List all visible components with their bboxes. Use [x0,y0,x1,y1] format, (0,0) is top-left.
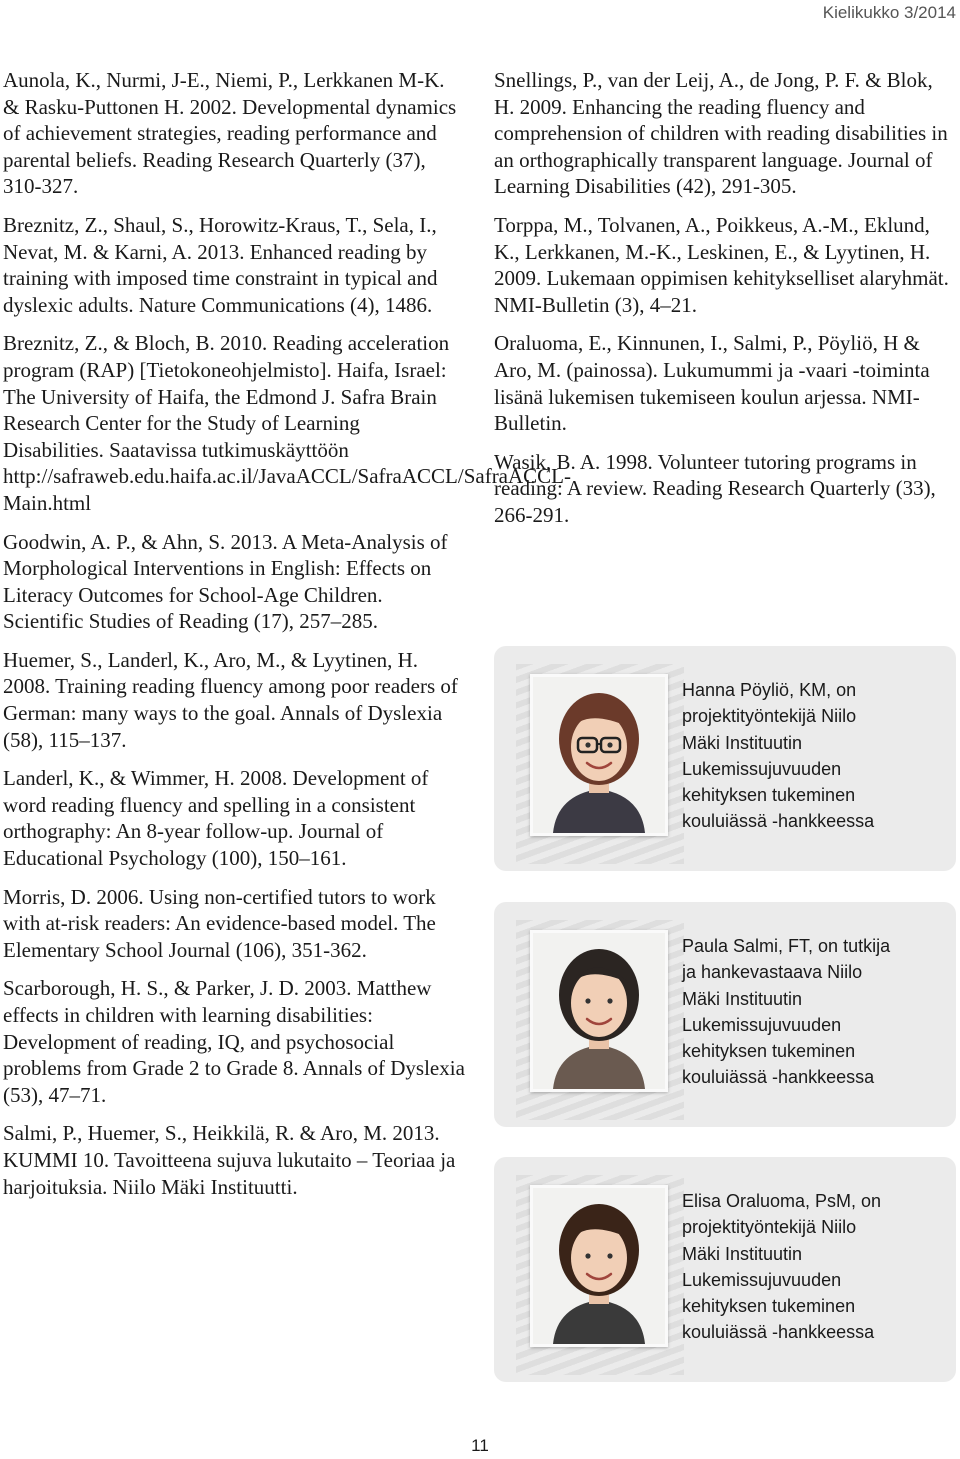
author-card [494,1157,956,1382]
caption-line: projektityöntekijä Niilo [682,1217,857,1238]
reference-entry: Morris, D. 2006. Using non-certified tutors to work with at-risk readers: An evidence-based model. The Elementary School Journal (106), 351-362. [3,884,436,962]
reference-entry: Aunola, K., Nurmi, J-E., Niemi, P., Lerkkanen M-K. & Rasku-Puttonen H. 2002. Developmental dynamics of achievement strategies, reading performance and parental beliefs. Reading Research Quarterly (37), 310-327. [3,68,457,199]
reference-entry: Goodwin, A. P., & Ahn, S. 2013. A Meta-Analysis of Morphological Interventions in English: Effects on Literacy Outcomes for School-Age Children. Scientific Studies of Reading (17), 257–285. [3,529,448,634]
journal-header: Kielikukko 3/2014 [822,3,956,22]
author-card [494,902,956,1127]
eye-shape [607,1253,612,1258]
caption-line: Hanna Pöyliö, KM, on [682,680,857,700]
references-right-column [494,67,956,541]
caption-line: kehityksen tukeminen [682,1041,856,1062]
eye-shape [585,742,590,747]
caption-line: kouluiässä -hankkeessa [682,1322,875,1343]
caption-line: kouluiässä -hankkeessa [682,811,875,832]
face-shape [571,713,627,781]
portrait-illustration [533,677,665,833]
author-photo [530,674,668,836]
eye-shape [607,742,612,747]
reference-entry: Breznitz, Z., & Bloch, B. 2010. Reading acceleration program (RAP) [Tietokoneohjelmisto]. Haifa, Israel: The University of Haifa, the Edmond J. Safra Brain Research Center for the Study of Learning Disabilities. Saatavissa tutkimuskäyttöön http://safraweb.edu.haifa.ac.il/JavaACCL/SafraACCL/SafraACCL-Main.html [3,331,572,515]
reference-entry: Snellings, P., van der Leij, A., de Jong, P. F. & Blok, H. 2009. Enhancing the reading fluency and comprehension of children with reading disabilities in an orthographically transparent language. Journal of Learning Disabilities (42), 291-305. [494,68,948,199]
reference-entry: Salmi, P., Huemer, S., Heikkilä, R. & Aro, M. 2013. KUMMI 10. Tavoitteena sujuva lukutaito – Teoriaa ja harjoituksia. Niilo Mäki Instituutti. [3,1121,456,1199]
face-shape [571,969,627,1037]
author-caption [682,677,932,835]
eye-shape [585,998,590,1003]
caption-line: Mäki Instituutin [682,988,803,1009]
caption-line: kehityksen tukeminen [682,785,856,806]
portrait-illustration [533,933,665,1089]
caption-line: Mäki Instituutin [682,732,803,753]
author-photo [530,1185,668,1347]
author-card [494,646,956,871]
caption-line: Lukemissujuvuuden [682,758,842,779]
caption-line: Lukemissujuvuuden [682,1269,842,1290]
reference-entry: Scarborough, H. S., & Parker, J. D. 2003. Matthew effects in children with learning disabilities: Development of reading, IQ, and psychosocial problems from Grade 2 to Grade 8. Annals of Dyslexia (53), 47–71. [3,976,465,1107]
reference-entry: Breznitz, Z., Shaul, S., Horowitz-Kraus, T., Sela, I., Nevat, M. & Karni, A. 2013. Enhanced reading by training with imposed time constraint in typical and dyslexic adults. Nature Communications (4), 1486. [3,212,438,317]
reference-entry: Landerl, K., & Wimmer, H. 2008. Development of word reading fluency and spelling in a consistent orthography: An 8-year follow-up. Journal of Educational Psychology (100), 150–161. [3,766,429,871]
caption-line: projektityöntekijä Niilo [682,706,857,727]
caption-line: kouluiässä -hankkeessa [682,1067,875,1088]
caption-line: Lukemissujuvuuden [682,1014,842,1035]
reference-entry: Oraluoma, E., Kinnunen, I., Salmi, P., Pöyliö, H & Aro, M. (painossa). Lukumummi ja -vaari -toiminta lisänä lukemisen tukemiseen koulun arjessa. NMI-Bulletin. [494,331,930,436]
author-photo [530,930,668,1092]
eye-shape [607,998,612,1003]
references-left-column [3,67,572,1212]
caption-line: Mäki Instituutin [682,1243,803,1264]
author-caption [682,933,932,1091]
portrait-illustration [533,1188,665,1344]
caption-line: Paula Salmi, FT, on tutkija [682,936,891,956]
eye-shape [585,1253,590,1258]
page-number: 11 [471,1436,489,1455]
caption-line: kehityksen tukeminen [682,1296,856,1317]
caption-line: Elisa Oraluoma, PsM, on [682,1191,882,1211]
author-caption [682,1188,932,1346]
reference-entry: Torppa, M., Tolvanen, A., Poikkeus, A.-M., Eklund, K., Lerkkanen, M.-K., Leskinen, E., & Lyytinen, H. 2009. Lukemaan oppimisen kehitykselliset alaryhmät. NMI-Bulletin (3), 4–21. [494,212,949,317]
reference-entry: Wasik, B. A. 1998. Volunteer tutoring programs in reading: A review. Reading Research Quarterly (33), 266-291. [494,449,936,527]
face-shape [571,1224,627,1292]
caption-line: ja hankevastaava Niilo [682,962,863,983]
reference-entry: Huemer, S., Landerl, K., Aro, M., & Lyytinen, H. 2008. Training reading fluency among poor readers of German: many ways to the goal. Annals of Dyslexia (58), 115–137. [3,647,458,752]
